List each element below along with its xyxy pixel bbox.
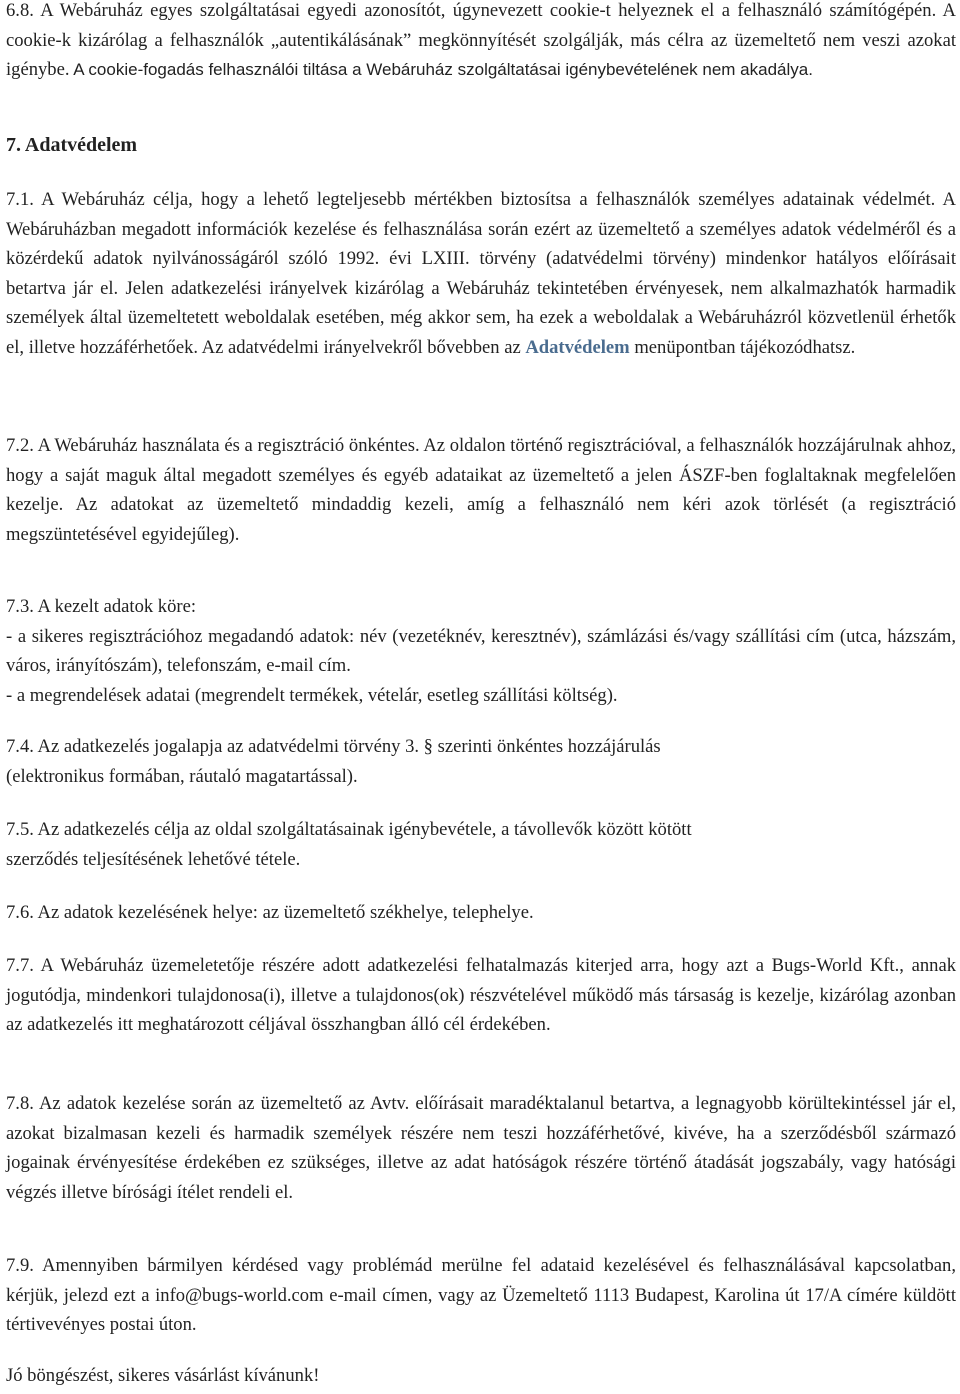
paragraph-6-8-text-a: 6.8. A Webáruház egyes szolgáltatásai egyedi azonosítót, úgynevezett cookie-t helyeznek el a felhasználó számítógépén. A cookie-k kizárólag a felhasználók „autentikálásának” megkönnyítését szolgálják, más célra az üzemeltető nem veszi azokat igénybe. — [6, 0, 956, 81]
paragraph-7-2: 7.2. A Webáruház használata és a regisztráció önkéntes. Az oldalon történő regisztrációval, a felhasználók hozzájárulnak ahhoz, hogy a saját maguk által megadott személyes és egyéb adataikat az üzemeltető a jelen ÁSZF-ben foglaltaknak megfelelően kezelje. Az adatokat az üzemeltető mindaddig kezeli, amíg a felhasználó nem kéri azok törlését (a regisztráció megszüntetésével egyidejűleg). — [6, 435, 956, 545]
paragraph-7-3 — [6, 592, 956, 710]
paragraph-7-1-text-c: menüpontban tájékozódhatsz. — [629, 336, 856, 358]
paragraph-7-7: 7.7. A Webáruház üzemeletetője részére adott adatkezelési felhatalmazás kiterjed arra, hogy azt a Bugs-World Kft., annak jogutódja, mindenkori tulajdonosa(i), illetve a tulajdonos(ok) részvételével működő más társaság is kezelje, kizárólag azonban az adatkezelés itt meghatározott céljával összhangban álló cél érdekében. — [6, 955, 956, 1036]
paragraph-7-3-item-registration: - a sikeres regisztrációhoz megadandó adatok: név (vezetéknév, keresztnév), számlázási és/vagy szállítási cím (utca, házszám, város, irányítószám), telefonszám, e-mail cím. — [6, 625, 956, 677]
paragraph-7-5-line-2: szerződés teljesítésének lehetővé tétele. — [6, 848, 301, 870]
paragraph-7-3-title: 7.3. A kezelt adatok köre: — [6, 596, 197, 617]
section-heading-adatvedelem: 7. Adatvédelem — [6, 134, 138, 156]
paragraph-6-8-text-b: A cookie-fogadás felhasználói tiltása a Webáruház szolgáltatásai igénybevételének nem akadálya. — [69, 60, 813, 80]
paragraph-7-4-line-1: 7.4. Az adatkezelés jogalapja az adatvédelmi törvény 3. § szerinti önkéntes hozzájárulás — [6, 736, 661, 757]
paragraph-7-3-item-orders: - a megrendelések adatai (megrendelt termékek, vételár, esetleg szállítási költség). — [6, 684, 618, 706]
paragraph-7-1 — [6, 185, 956, 363]
paragraph-7-6: 7.6. Az adatok kezelésének helye: az üzemeltető székhelye, telephelye. — [6, 902, 534, 923]
adatvedelem-link[interactable]: Adatvédelem — [525, 336, 630, 358]
paragraph-7-5-line-1: 7.5. Az adatkezelés célja az oldal szolgáltatásainak igénybevétele, a távollevők között kötött — [6, 819, 692, 840]
closing-message: Jó böngészést, sikeres vásárlást kívánunk! — [6, 1365, 320, 1386]
paragraph-7-1-text-b: A Webáruházban megadott információk kezelése és felhasználása során ezért az üzemeltető a személyes adatok védelméről és a közérdekű adatok nyilvánosságáról szóló 1992. évi LXIII. törvény (adatvédelmi törvény) mindenkor hatályos előírásait betartva jár el. Jelen adatkezelési irányelvek kizárólag a Webáruház tekintetében érvényesek, nem alkalmazhatók harmadik személyek által üzemeltetett weboldalak esetében, még akkor sem, ha ezek a weboldalak a Webáruházról közvetlenül érhetők el, illetve hozzáférhetőek. Az adatvédelmi irányelvekről bővebben az — [6, 189, 956, 358]
paragraph-7-9: 7.9. Amennyiben bármilyen kérdésed vagy problémád merülne fel adataid kezelésével és felhasználásával kapcsolatban, kérjük, jelezd ezt a info@bugs-world.com e-mail címen, vagy az Üzemeltető 1113 Budapest, Karolina út 17/A címére küldött tértivevényes postai úton. — [6, 1255, 956, 1336]
paragraph-7-4 — [6, 732, 956, 791]
paragraph-7-8: 7.8. Az adatok kezelése során az üzemeltető az Avtv. előírásait maradéktalanul betartva, a legnagyobb körültekintéssel jár el, azokat bizalmasan kezeli és harmadik személyek részére nem teszi hozzáférhetővé, kivéve, ha a szerződésből származó jogainak érvényesítése érdekében ez szükséges, illetve az adat hatóságok részére történő átadását jogszabály, vagy hatósági végzés illetve bírósági ítélet rendeli el. — [6, 1093, 956, 1203]
paragraph-6-8 — [6, 0, 956, 85]
paragraph-7-5 — [6, 815, 956, 874]
paragraph-7-1-text-a: 7.1. A Webáruház célja, hogy a lehető legteljesebb mértékben biztosítsa a felhasználók személyes adatainak védelmét. — [6, 189, 936, 210]
paragraph-7-4-line-2: (elektronikus formában, ráutaló magatartással). — [6, 765, 358, 787]
